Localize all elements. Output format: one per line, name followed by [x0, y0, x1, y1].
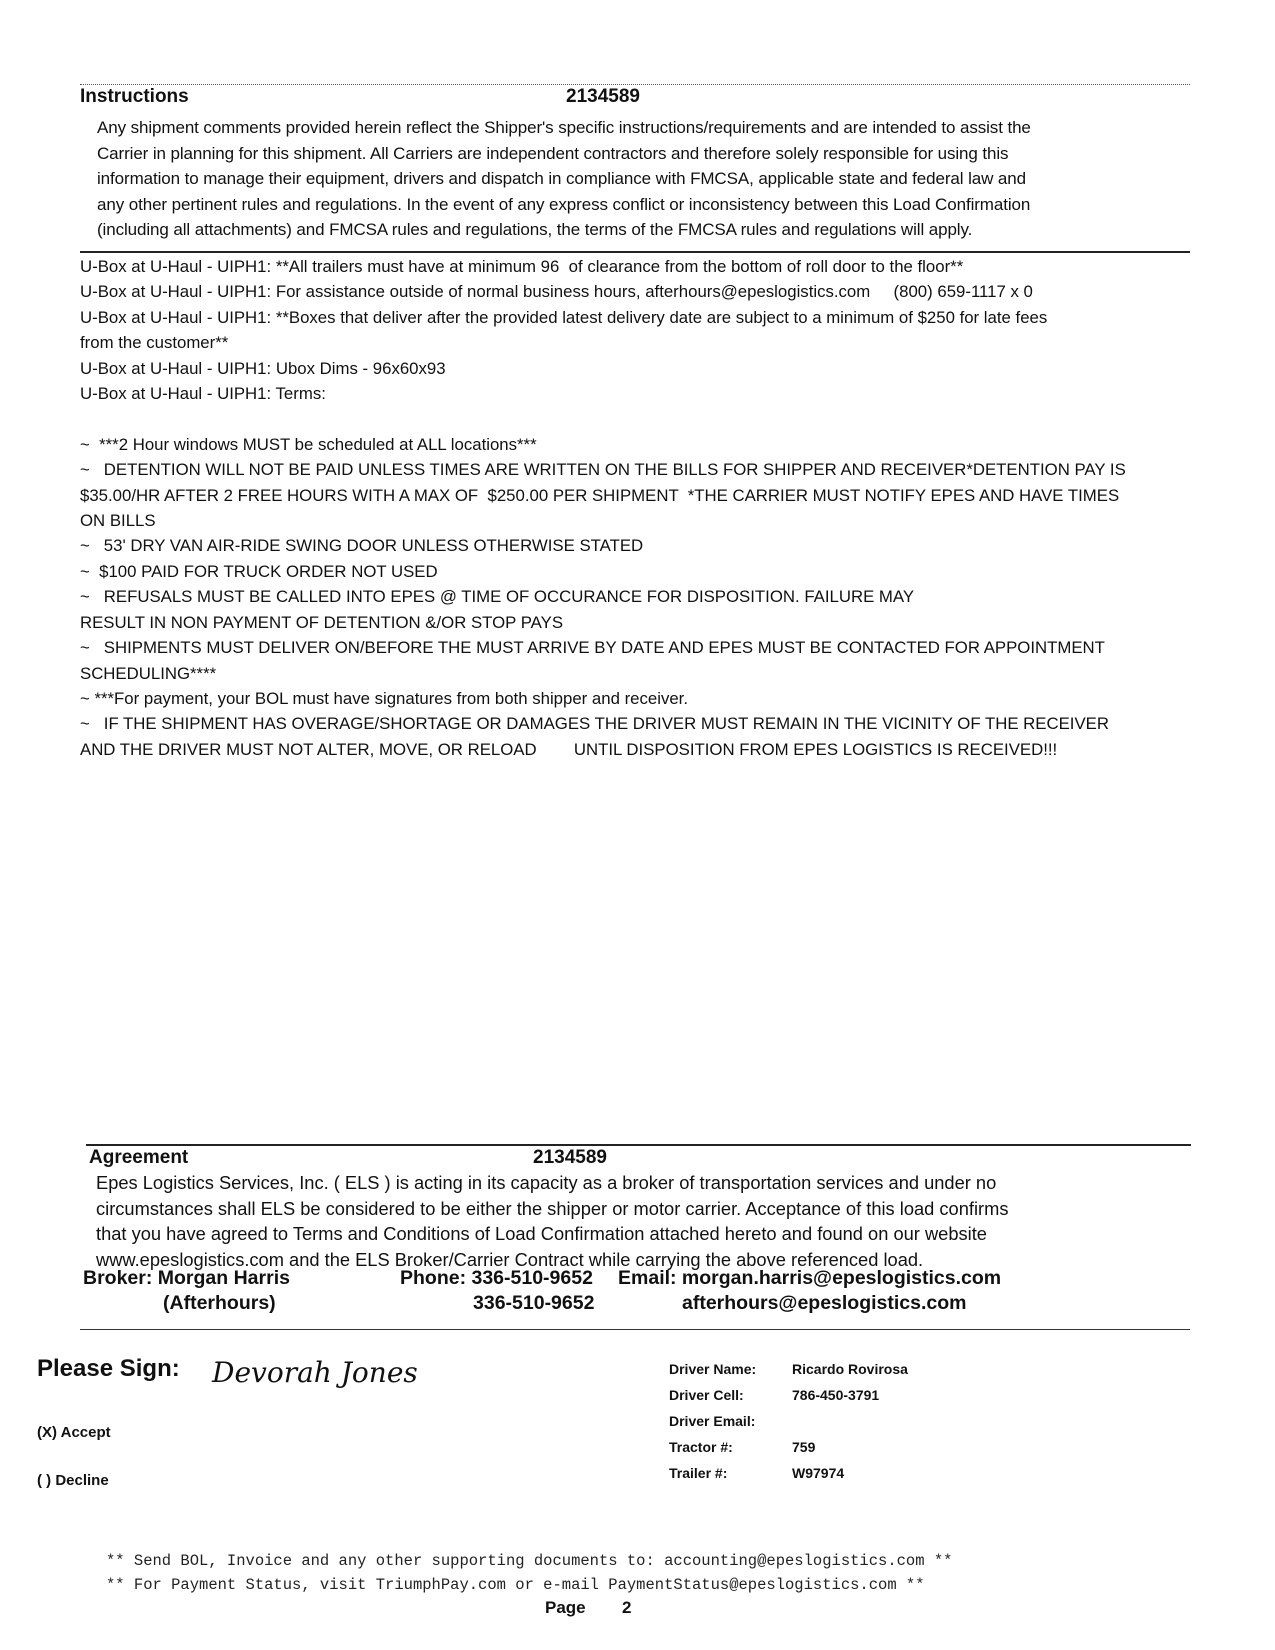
note-line: ~ ***For payment, your BOL must have signatures from both shipper and receiver.: [80, 688, 688, 708]
note-line: U-Box at U-Haul - UIPH1: For assistance outside of normal business hours, afterhours@epeslogistics.com (800) 659-1117 x 0: [80, 282, 1033, 302]
please-sign-label: Please Sign:: [37, 1355, 180, 1382]
note-line: ON BILLS: [80, 511, 156, 531]
note-line: ~ REFUSALS MUST BE CALLED INTO EPES @ TIME OF OCCURANCE FOR DISPOSITION. FAILURE MAY: [80, 587, 915, 607]
note-line: ~ SHIPMENTS MUST DELIVER ON/BEFORE THE MUST ARRIVE BY DATE AND EPES MUST BE CONTACTED FOR APPOINTMENT: [80, 638, 1105, 658]
broker-email: Email: morgan.harris@epeslogistics.com: [618, 1267, 1002, 1289]
note-line: ~ DETENTION WILL NOT BE PAID UNLESS TIMES ARE WRITTEN ON THE BILLS FOR SHIPPER AND RECEIVER*DETENTION PAY IS: [80, 460, 1126, 480]
page-label: Page: [545, 1598, 586, 1617]
note-line: ~ $100 PAID FOR TRUCK ORDER NOT USED: [80, 561, 438, 581]
driver-name-label: Driver Name:: [669, 1361, 757, 1377]
instructions-bottom-rule: [80, 251, 1190, 253]
shipment-notes: [80, 254, 1250, 762]
driver-cell-label: Driver Cell:: [669, 1387, 744, 1403]
note-line: ~ ***2 Hour windows MUST be scheduled at ALL locations***: [80, 434, 537, 454]
agreement-load-number: 2134589: [533, 1147, 607, 1168]
driver-name-value: Ricardo Rovirosa: [792, 1361, 908, 1377]
note-line: AND THE DRIVER MUST NOT ALTER, MOVE, OR RELOAD UNTIL DISPOSITION FROM EPES LOGISTICS IS RECEIVED!!!: [80, 739, 1058, 759]
trailer-label: Trailer #:: [669, 1465, 728, 1481]
trailer-value: W97974: [792, 1465, 845, 1481]
tractor-value: 759: [792, 1439, 816, 1455]
footer-documents-line: ** Send BOL, Invoice and any other supporting documents to: accounting@epeslogistics.com **: [106, 1552, 953, 1570]
agreement-heading: Agreement: [89, 1147, 189, 1168]
agreement-paragraph: Epes Logistics Services, Inc. ( ELS ) is acting in its capacity as a broker of transportation services and under no circumstances shall ELS be considered to be either the shipper or motor carrier. Acceptance of this load confirms that you have agreed to Terms and Conditions of Load Confirmation attached hereto and found on our website www.epeslogistics.com and the ELS Broker/Carrier Contract while carrying the above referenced load.: [96, 1172, 1009, 1270]
tractor-label: Tractor #:: [669, 1439, 733, 1455]
footer-payment-line: ** For Payment Status, visit TriumphPay.com or e-mail PaymentStatus@epeslogistics.com **: [106, 1576, 925, 1594]
afterhours-phone: 336-510-9652: [473, 1292, 595, 1314]
note-line: RESULT IN NON PAYMENT OF DETENTION &/OR STOP PAYS: [80, 612, 564, 632]
note-line: U-Box at U-Haul - UIPH1: Ubox Dims - 96x60x93: [80, 358, 446, 378]
note-line: ~ 53' DRY VAN AIR-RIDE SWING DOOR UNLESS OTHERWISE STATED: [80, 536, 644, 556]
instructions-load-number: 2134589: [566, 86, 640, 107]
instructions-heading: Instructions: [80, 86, 189, 107]
note-line: SCHEDULING****: [80, 663, 217, 683]
broker-phone: Phone: 336-510-9652: [400, 1267, 593, 1289]
note-line: $35.00/HR AFTER 2 FREE HOURS WITH A MAX OF $250.00 PER SHIPMENT *THE CARRIER MUST NOTIFY EPES AND HAVE TIMES: [80, 485, 1120, 505]
top-dotted-rule: [80, 84, 1190, 85]
afterhours-label: (Afterhours): [163, 1292, 276, 1314]
instructions-paragraph: Any shipment comments provided herein reflect the Shipper's specific instructions/requirements and are intended to assist the Carrier in planning for this shipment. All Carriers are independent contractors and therefore solely responsible for using this information to manage their equipment, drivers and dispatch in compliance with FMCSA, applicable state and federal law and any other pertinent rules and regulations. In the event of any express conflict or inconsistency between this Load Confirmation (including all attachments) and FMCSA rules and regulations, the terms of the FMCSA rules and regulations will apply.: [97, 118, 1031, 239]
afterhours-email: afterhours@epeslogistics.com: [682, 1292, 967, 1314]
broker-name: Broker: Morgan Harris: [83, 1267, 290, 1289]
note-line: ~ IF THE SHIPMENT HAS OVERAGE/SHORTAGE OR DAMAGES THE DRIVER MUST REMAIN IN THE VICINITY OF THE RECEIVER: [80, 714, 1109, 734]
note-line: U-Box at U-Haul - UIPH1: Terms:: [80, 384, 326, 404]
note-line: U-Box at U-Haul - UIPH1: **Boxes that deliver after the provided latest delivery date are subject to a minimum of $250 for late fees: [80, 307, 1048, 327]
note-line: from the customer**: [80, 333, 229, 353]
note-line: [80, 406, 1250, 431]
page-number: 2: [622, 1598, 632, 1617]
accept-option[interactable]: (X) Accept: [37, 1424, 111, 1441]
agreement-bottom-rule: [80, 1329, 1190, 1330]
agreement-top-rule: [86, 1144, 1191, 1146]
driver-email-label: Driver Email:: [669, 1413, 756, 1429]
decline-option[interactable]: ( ) Decline: [37, 1472, 109, 1489]
driver-cell-value: 786-450-3791: [792, 1387, 880, 1403]
signature-image: Devorah Jones: [212, 1356, 418, 1389]
note-line: U-Box at U-Haul - UIPH1: **All trailers must have at minimum 96 of clearance from the bottom of roll door to the floor**: [80, 257, 964, 276]
